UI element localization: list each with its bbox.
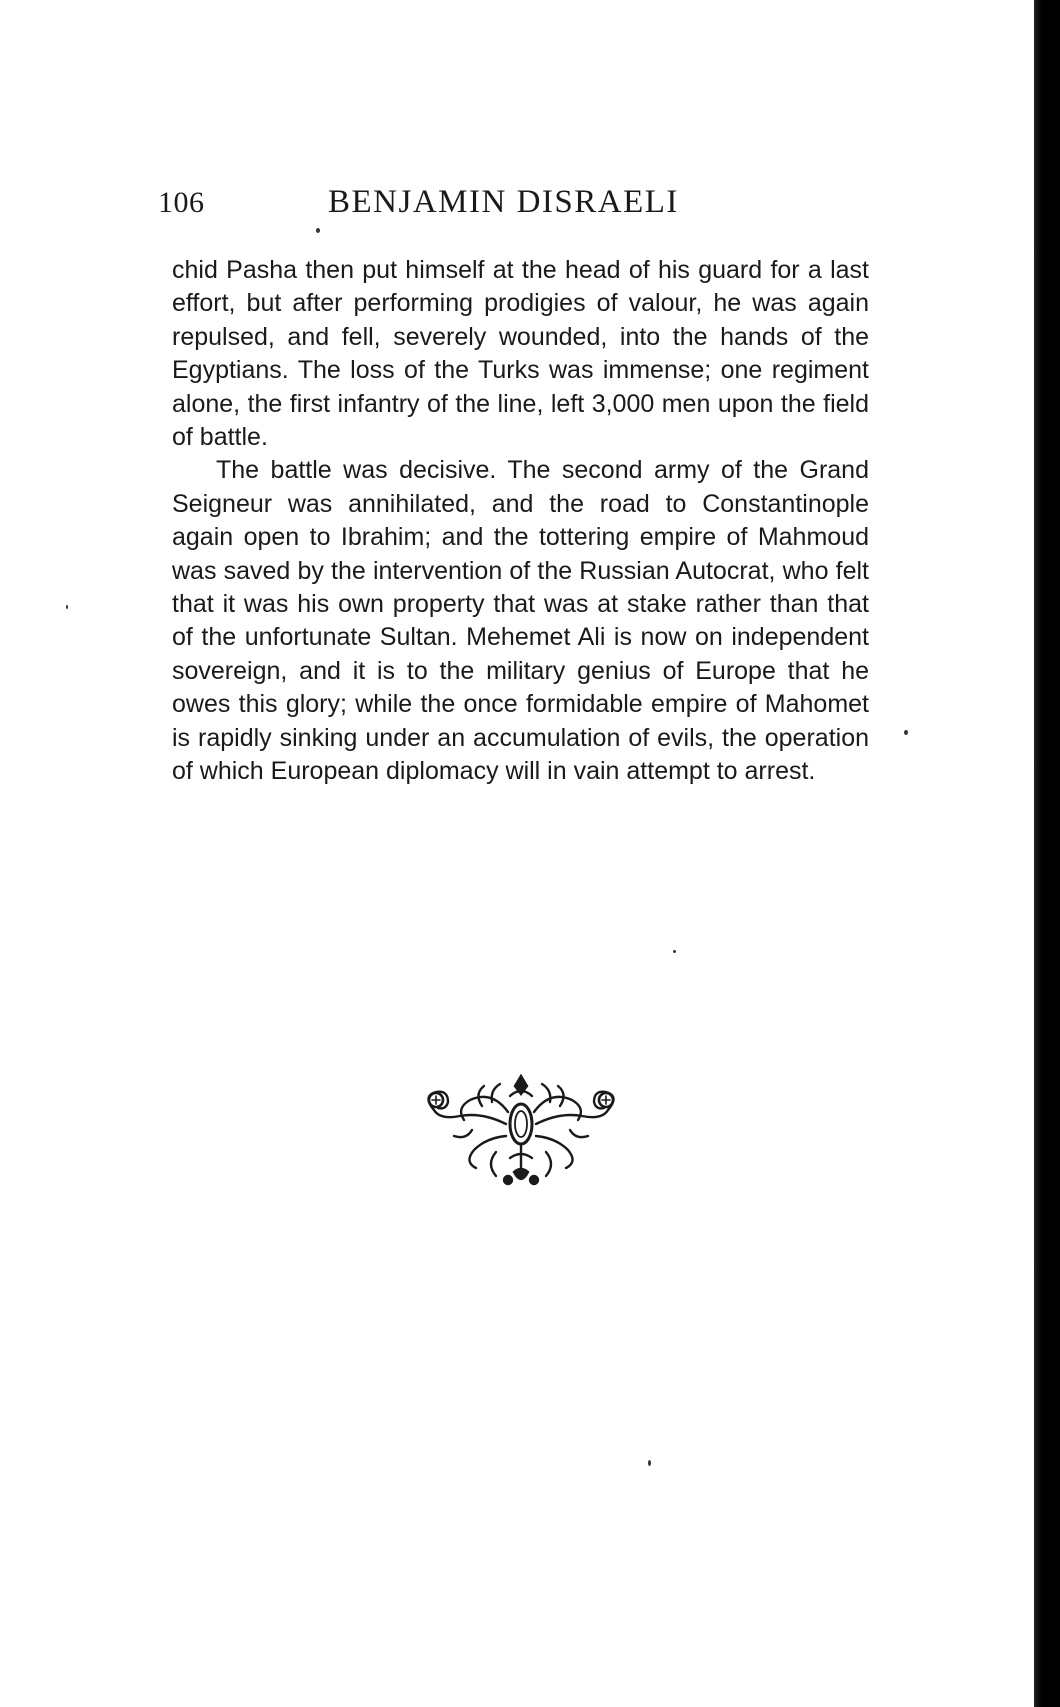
running-title: BENJAMIN DISRAELI xyxy=(328,184,679,220)
paper-speck xyxy=(904,730,908,735)
page-number: 106 xyxy=(158,186,205,219)
paragraph-1: chid Pasha then put himself at the head of his guard for a last effort, but after performing prodigies of valour, he was again repulsed, and fell, severely wounded, into the hands of the Egyptians. The loss of the Turks was immense; one regiment alone, the first infantry of the line, left 3,000 men upon the field of battle. xyxy=(172,256,869,452)
paper-speck xyxy=(316,228,320,233)
paper-speck xyxy=(648,1460,651,1466)
paper-speck xyxy=(673,950,676,953)
paragraph-2: The battle was decisive. The second army of the Grand Seigneur was annihilated, and the road to Constantinople again open to Ibrahim; and the tottering empire of Mahmoud was saved by the intervention of the Russian Autocrat, who felt that it was his own property that was at stake rather than that of the unfortunate Sultan. Mehemet Ali is now on independent sovereign, and it is to the military genius of Europe that he owes this glory; while the once formidable empire of Mahomet is rapidly sinking under an accumulation of evils, the operation of which European diplomacy will in vain attempt to arrest. xyxy=(172,456,869,786)
paper-speck xyxy=(66,605,68,609)
page-edge-shadow xyxy=(1034,0,1060,1707)
floral-tailpiece-ornament-icon xyxy=(412,1072,630,1192)
body-text xyxy=(172,254,869,789)
running-head xyxy=(158,184,870,228)
